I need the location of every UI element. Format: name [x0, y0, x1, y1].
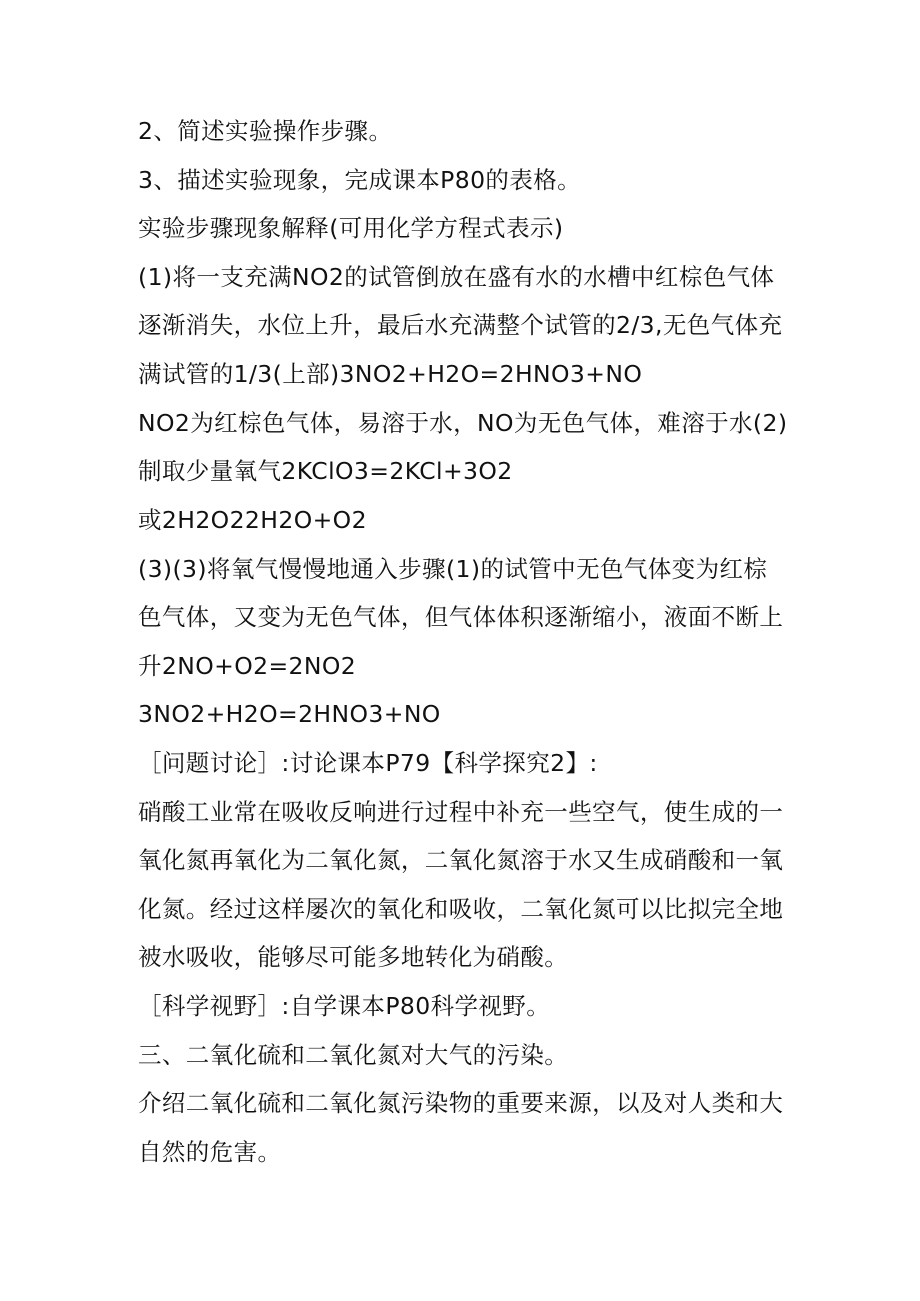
section-three-heading: 三、二氧化硫和二氧化氮对大气的污染。	[138, 1041, 569, 1069]
experiment-1-line-1: (1)将一支充满NO2的试管倒放在盛有水的水槽中红棕色气体	[138, 263, 775, 291]
discussion-paragraph-line-1: 硝酸工业常在吸收反响进行过程中补充一些空气，使生成的一	[138, 798, 784, 826]
table-header-line: 实验步骤现象解释(可用化学方程式表示)	[138, 214, 564, 242]
step-2-heading: 2、简述实验操作步骤。	[138, 117, 393, 145]
discussion-paragraph-line-2: 氧化氮再氧化为二氧化氮，二氧化氮溶于水又生成硝酸和一氧	[138, 846, 784, 874]
discussion-heading: ［问题讨论］:讨论课本P79【科学探究2】:	[138, 749, 598, 777]
pollution-paragraph-line-1: 介绍二氧化硫和二氧化氮污染物的重要来源，以及对人类和大	[138, 1089, 784, 1117]
experiment-3-line-1: (3)(3)将氧气慢慢地通入步骤(1)的试管中无色气体变为红棕	[138, 555, 768, 583]
discussion-paragraph-line-4: 被水吸收，能够尽可能多地转化为硝酸。	[138, 943, 569, 971]
step-3-heading: 3、描述实验现象，完成课本P80的表格。	[138, 166, 582, 194]
experiment-3-line-2: 色气体，又变为无色气体，但气体体积逐渐缩小，液面不断上	[138, 603, 784, 631]
science-vision-line: ［科学视野］:自学课本P80科学视野。	[138, 992, 551, 1020]
discussion-paragraph-line-3: 化氮。经过这样屡次的氧化和吸收，二氧化氮可以比拟完全地	[138, 895, 784, 923]
explanation-line: NO2为红棕色气体，易溶于水，NO为无色气体，难溶于水(2)	[138, 409, 788, 437]
experiment-3-equation-2: 3NO2+H2O=2HNO3+NO	[138, 700, 441, 728]
oxygen-preparation-line: 制取少量氧气2KClO3=2KCl+3O2	[138, 457, 513, 485]
experiment-1-line-2: 逐渐消失，水位上升，最后水充满整个试管的2/3,无色气体充	[138, 311, 783, 339]
pollution-paragraph-line-2: 自然的危害。	[138, 1138, 282, 1166]
experiment-1-line-3: 满试管的1/3(上部)3NO2+H2O=2HNO3+NO	[138, 360, 643, 388]
alternative-equation-line: 或2H2O22H2O+O2	[138, 506, 367, 534]
experiment-3-equation-1: 升2NO+O2=2NO2	[138, 652, 357, 680]
